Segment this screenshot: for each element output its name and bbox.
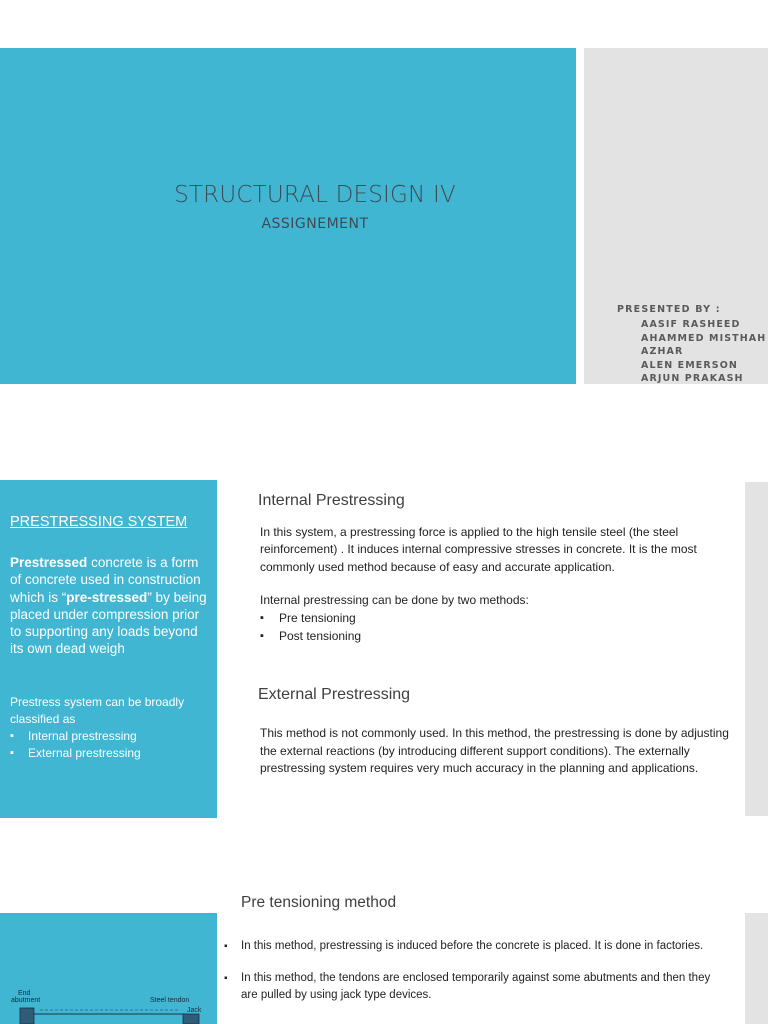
bold-term: pre-stressed bbox=[66, 589, 148, 605]
presenter-name: AHAMMED MISTHAH bbox=[641, 332, 767, 344]
presented-by-label: PRESENTED BY : bbox=[617, 304, 721, 315]
diagram-label-end: End bbox=[18, 990, 31, 997]
side-panel bbox=[745, 913, 768, 1024]
diagram-label-jack: Jack bbox=[187, 1007, 202, 1014]
definition-paragraph bbox=[10, 554, 208, 658]
list-item: ▪ Post tensioning bbox=[260, 628, 361, 646]
internal-prestressing-title: Internal Prestressing bbox=[258, 492, 405, 509]
presenter-name: ARJUN PRAKASH bbox=[641, 373, 744, 384]
diagram-label-steel-tendon: Steel tendon bbox=[150, 997, 190, 1004]
diagram-label-abutment: abutment bbox=[11, 997, 41, 1004]
list-item: ▪ In this method, prestressing is induced before the concrete is placed. It is done in factories. bbox=[224, 938, 714, 955]
classification-text: Prestress system can be broadly classified as bbox=[10, 695, 185, 726]
list-item: ▪ Internal prestressing bbox=[10, 728, 141, 745]
methods-intro: Internal prestressing can be done by two methods: bbox=[260, 593, 529, 607]
panel-heading: PRESTRESSING SYSTEM bbox=[10, 514, 188, 530]
presenter-list bbox=[641, 318, 766, 384]
slide-title[interactable] bbox=[0, 48, 768, 384]
list-item: ▪ Pre tensioning bbox=[260, 610, 361, 628]
slide-subtitle-text: ASSIGNEMENT bbox=[261, 216, 369, 232]
methods-list bbox=[260, 610, 361, 645]
pre-tensioning-bullets bbox=[224, 938, 714, 1019]
list-item: ▪ In this method, the tendons are enclosed temporarily against some abutments and then they are pulled by using jack type devices. bbox=[224, 970, 714, 1004]
internal-prestressing-text: In this system, a prestressing force is applied to the high tensile steel (the steel reinforcement) . It induces internal compressive stresses in concrete. It is the most commonly used method because of easy and accurate application. bbox=[260, 525, 697, 574]
slide-pre-tensioning[interactable] bbox=[0, 880, 768, 1024]
slide-prestressing-system[interactable] bbox=[0, 480, 768, 818]
paragraph-text: concrete is a form of concrete used in construction which is “ bbox=[10, 555, 201, 605]
slide-title-text: STRUCTURAL DESIGN IV bbox=[174, 182, 456, 208]
prestress-types-list bbox=[10, 728, 141, 762]
pre-tensioning-diagram bbox=[0, 988, 217, 1024]
side-panel bbox=[745, 482, 768, 816]
external-prestressing-text: This method is not commonly used. In this method, the prestressing is done by adjusting the external reactions (by introducing different support conditions). The externally prestressing system requires very much accuracy in the planning and applications. bbox=[260, 726, 729, 775]
pre-tensioning-title: Pre tensioning method bbox=[241, 894, 397, 911]
list-item: ▪ External prestressing bbox=[10, 745, 141, 762]
bold-term: Prestressed bbox=[10, 555, 88, 570]
presenter-name: AASIF RASHEED bbox=[641, 319, 741, 330]
paragraph-text: ” by being placed under compression prior to supporting any loads beyond its own dead weigh bbox=[10, 589, 207, 657]
jack-shape bbox=[183, 1014, 199, 1024]
external-prestressing-title: External Prestressing bbox=[258, 686, 411, 703]
presenter-name: ALEN EMERSON bbox=[641, 359, 738, 371]
end-abutment-shape bbox=[20, 1008, 34, 1024]
presenter-name: AZHAR bbox=[641, 346, 684, 357]
